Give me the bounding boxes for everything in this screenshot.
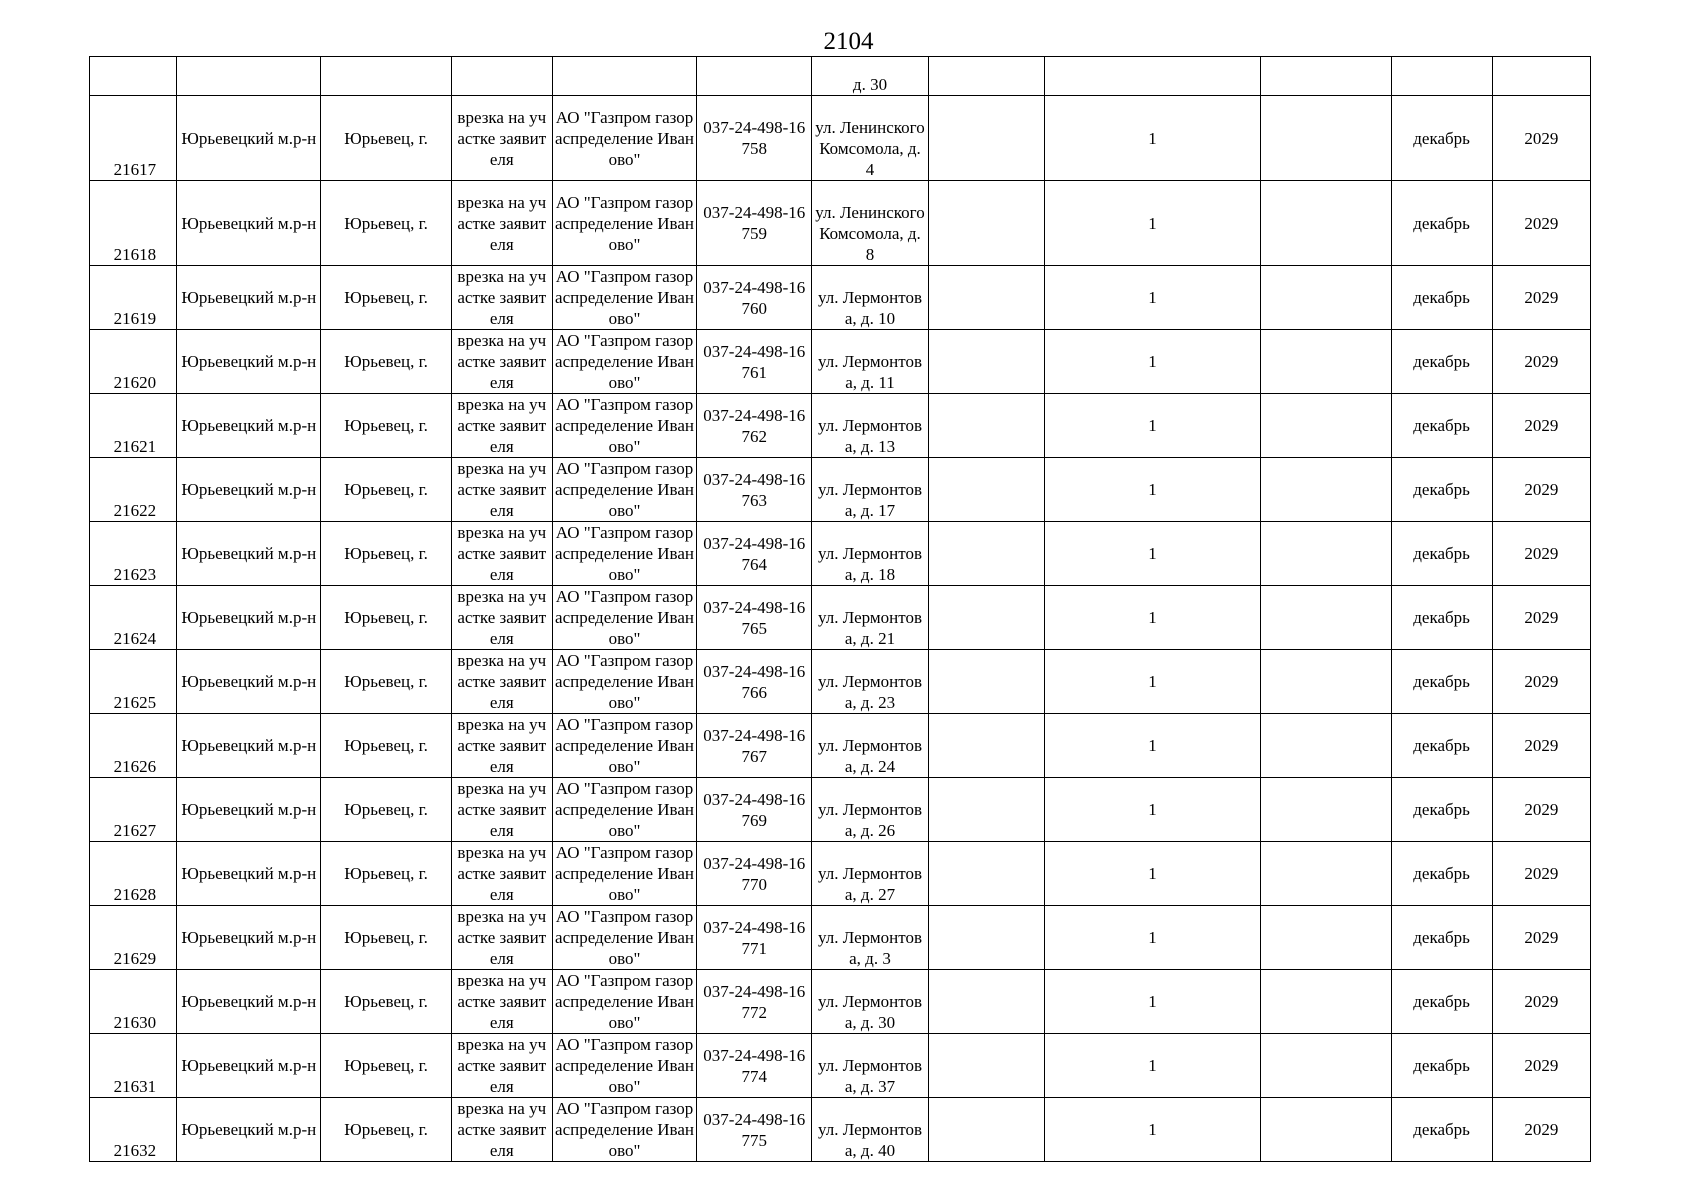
cell-code	[697, 57, 812, 96]
cell-num	[90, 57, 177, 96]
cell-work: врезка на участке заявителя	[451, 458, 552, 522]
cell-num: 21631	[90, 1034, 177, 1098]
cell-qty	[1044, 57, 1260, 96]
cell-district: Юрьевецкий м.р-н	[177, 266, 321, 330]
cell-code: 037-24-498-16758	[697, 96, 812, 181]
cell-org: АО "Газпром газораспределение Иваново"	[552, 842, 696, 906]
cell-empty	[928, 1098, 1044, 1162]
cell-year: 2029	[1492, 1034, 1590, 1098]
cell-month: декабрь	[1391, 842, 1492, 906]
cell-year: 2029	[1492, 714, 1590, 778]
cell-empty	[1261, 266, 1391, 330]
cell-empty	[1261, 96, 1391, 181]
cell-settlement: Юрьевец, г.	[321, 970, 451, 1034]
cell-work: врезка на участке заявителя	[451, 394, 552, 458]
cell-district: Юрьевецкий м.р-н	[177, 1098, 321, 1162]
table-row	[90, 181, 1591, 266]
cell-address: ул. Лермонтова, д. 10	[812, 266, 928, 330]
cell-num: 21628	[90, 842, 177, 906]
cell-year: 2029	[1492, 181, 1590, 266]
cell-org: АО "Газпром газораспределение Иваново"	[552, 714, 696, 778]
cell-num: 21624	[90, 586, 177, 650]
cell-empty	[928, 181, 1044, 266]
cell-address: ул. Лермонтова, д. 18	[812, 522, 928, 586]
cell-org: АО "Газпром газораспределение Иваново"	[552, 458, 696, 522]
cell-settlement: Юрьевец, г.	[321, 522, 451, 586]
table-row	[90, 522, 1591, 586]
cell-code: 037-24-498-16775	[697, 1098, 812, 1162]
cell-work	[451, 57, 552, 96]
cell-empty	[1261, 650, 1391, 714]
cell-empty	[928, 266, 1044, 330]
cell-qty: 1	[1044, 330, 1260, 394]
cell-address: ул. Лермонтова, д. 3	[812, 906, 928, 970]
table-row	[90, 458, 1591, 522]
cell-work: врезка на участке заявителя	[451, 778, 552, 842]
cell-qty: 1	[1044, 394, 1260, 458]
cell-empty	[928, 1034, 1044, 1098]
cell-qty: 1	[1044, 458, 1260, 522]
cell-num: 21618	[90, 181, 177, 266]
cell-work: врезка на участке заявителя	[451, 330, 552, 394]
cell-settlement: Юрьевец, г.	[321, 394, 451, 458]
cell-code: 037-24-498-16760	[697, 266, 812, 330]
cell-district: Юрьевецкий м.р-н	[177, 778, 321, 842]
cell-empty	[1261, 181, 1391, 266]
cell-code: 037-24-498-16764	[697, 522, 812, 586]
cell-address: ул. Лермонтова, д. 13	[812, 394, 928, 458]
cell-code: 037-24-498-16774	[697, 1034, 812, 1098]
cell-work: врезка на участке заявителя	[451, 181, 552, 266]
cell-empty	[928, 96, 1044, 181]
cell-org: АО "Газпром газораспределение Иваново"	[552, 586, 696, 650]
cell-district: Юрьевецкий м.р-н	[177, 714, 321, 778]
cell-work: врезка на участке заявителя	[451, 714, 552, 778]
cell-month: декабрь	[1391, 970, 1492, 1034]
cell-month: декабрь	[1391, 181, 1492, 266]
cell-org: АО "Газпром газораспределение Иваново"	[552, 181, 696, 266]
cell-address: ул. Лермонтова, д. 30	[812, 970, 928, 1034]
cell-num: 21629	[90, 906, 177, 970]
cell-month: декабрь	[1391, 96, 1492, 181]
cell-address: ул. Лермонтова, д. 26	[812, 778, 928, 842]
cell-month: декабрь	[1391, 778, 1492, 842]
table-row	[90, 970, 1591, 1034]
cell-code: 037-24-498-16769	[697, 778, 812, 842]
cell-qty: 1	[1044, 650, 1260, 714]
cell-empty	[928, 586, 1044, 650]
cell-num: 21625	[90, 650, 177, 714]
cell-empty	[928, 330, 1044, 394]
cell-district: Юрьевецкий м.р-н	[177, 842, 321, 906]
table-row	[90, 906, 1591, 970]
cell-empty	[928, 522, 1044, 586]
cell-month: декабрь	[1391, 458, 1492, 522]
register-table	[89, 56, 1591, 1162]
table-row	[90, 1098, 1591, 1162]
cell-num: 21627	[90, 778, 177, 842]
table-row	[90, 96, 1591, 181]
cell-district: Юрьевецкий м.р-н	[177, 650, 321, 714]
cell-work: врезка на участке заявителя	[451, 266, 552, 330]
cell-empty	[928, 906, 1044, 970]
cell-settlement: Юрьевец, г.	[321, 906, 451, 970]
cell-empty	[1261, 586, 1391, 650]
cell-org: АО "Газпром газораспределение Иваново"	[552, 394, 696, 458]
cell-month: декабрь	[1391, 906, 1492, 970]
cell-settlement: Юрьевец, г.	[321, 181, 451, 266]
cell-org: АО "Газпром газораспределение Иваново"	[552, 970, 696, 1034]
cell-empty	[928, 778, 1044, 842]
cell-work: врезка на участке заявителя	[451, 842, 552, 906]
cell-code: 037-24-498-16761	[697, 330, 812, 394]
cell-year: 2029	[1492, 842, 1590, 906]
cell-work: врезка на участке заявителя	[451, 906, 552, 970]
cell-qty: 1	[1044, 522, 1260, 586]
cell-district: Юрьевецкий м.р-н	[177, 1034, 321, 1098]
cell-code: 037-24-498-16765	[697, 586, 812, 650]
cell-settlement: Юрьевец, г.	[321, 266, 451, 330]
cell-code: 037-24-498-16759	[697, 181, 812, 266]
cell-qty: 1	[1044, 778, 1260, 842]
cell-settlement: Юрьевец, г.	[321, 330, 451, 394]
cell-code: 037-24-498-16762	[697, 394, 812, 458]
cell-empty	[1261, 522, 1391, 586]
cell-month: декабрь	[1391, 714, 1492, 778]
cell-address: ул. Лермонтова, д. 23	[812, 650, 928, 714]
cell-district: Юрьевецкий м.р-н	[177, 458, 321, 522]
cell-district: Юрьевецкий м.р-н	[177, 586, 321, 650]
cell-code: 037-24-498-16771	[697, 906, 812, 970]
cell-code: 037-24-498-16770	[697, 842, 812, 906]
cell-address: ул. Лермонтова, д. 40	[812, 1098, 928, 1162]
cell-year: 2029	[1492, 522, 1590, 586]
cell-empty	[928, 970, 1044, 1034]
cell-settlement: Юрьевец, г.	[321, 714, 451, 778]
cell-settlement: Юрьевец, г.	[321, 842, 451, 906]
cell-empty	[1261, 714, 1391, 778]
cell-address: ул. Лермонтова, д. 27	[812, 842, 928, 906]
cell-district: Юрьевецкий м.р-н	[177, 970, 321, 1034]
cell-year	[1492, 57, 1590, 96]
cell-month: декабрь	[1391, 1034, 1492, 1098]
cell-empty	[1261, 906, 1391, 970]
cell-qty: 1	[1044, 970, 1260, 1034]
cell-empty	[1261, 842, 1391, 906]
cell-empty	[928, 57, 1044, 96]
cell-org: АО "Газпром газораспределение Иваново"	[552, 1098, 696, 1162]
cell-district: Юрьевецкий м.р-н	[177, 181, 321, 266]
cell-org: АО "Газпром газораспределение Иваново"	[552, 906, 696, 970]
cell-org: АО "Газпром газораспределение Иваново"	[552, 1034, 696, 1098]
page-number: 2104	[823, 28, 874, 55]
cell-settlement: Юрьевец, г.	[321, 458, 451, 522]
cell-month: декабрь	[1391, 522, 1492, 586]
cell-settlement: Юрьевец, г.	[321, 586, 451, 650]
cell-empty	[1261, 330, 1391, 394]
cell-settlement: Юрьевец, г.	[321, 1098, 451, 1162]
cell-district: Юрьевецкий м.р-н	[177, 906, 321, 970]
cell-empty	[928, 394, 1044, 458]
cell-settlement: Юрьевец, г.	[321, 1034, 451, 1098]
cell-work: врезка на участке заявителя	[451, 96, 552, 181]
table-row	[90, 330, 1591, 394]
cell-year: 2029	[1492, 650, 1590, 714]
cell-year: 2029	[1492, 394, 1590, 458]
cell-empty	[928, 714, 1044, 778]
cell-year: 2029	[1492, 906, 1590, 970]
cell-num: 21632	[90, 1098, 177, 1162]
cell-empty	[1261, 394, 1391, 458]
cell-work: врезка на участке заявителя	[451, 522, 552, 586]
cell-org	[552, 57, 696, 96]
table-body	[90, 57, 1591, 1162]
table-row	[90, 778, 1591, 842]
cell-year: 2029	[1492, 96, 1590, 181]
cell-org: АО "Газпром газораспределение Иваново"	[552, 96, 696, 181]
cell-district: Юрьевецкий м.р-н	[177, 96, 321, 181]
cell-month: декабрь	[1391, 1098, 1492, 1162]
cell-empty	[1261, 458, 1391, 522]
cell-empty	[1261, 970, 1391, 1034]
cell-org: АО "Газпром газораспределение Иваново"	[552, 650, 696, 714]
cell-address: ул. Лермонтова, д. 24	[812, 714, 928, 778]
cell-empty	[928, 650, 1044, 714]
cell-num: 21621	[90, 394, 177, 458]
table-row	[90, 586, 1591, 650]
cell-num: 21623	[90, 522, 177, 586]
cell-month: декабрь	[1391, 586, 1492, 650]
cell-address: ул. Лермонтова, д. 37	[812, 1034, 928, 1098]
cell-qty: 1	[1044, 586, 1260, 650]
cell-num: 21620	[90, 330, 177, 394]
cell-year: 2029	[1492, 330, 1590, 394]
table-row	[90, 650, 1591, 714]
cell-code: 037-24-498-16767	[697, 714, 812, 778]
cell-address: ул. Ленинского Комсомола, д. 8	[812, 181, 928, 266]
cell-empty	[1261, 1098, 1391, 1162]
cell-org: АО "Газпром газораспределение Иваново"	[552, 266, 696, 330]
cell-address: ул. Лермонтова, д. 21	[812, 586, 928, 650]
cell-address: ул. Лермонтова, д. 11	[812, 330, 928, 394]
cell-code: 037-24-498-16772	[697, 970, 812, 1034]
cell-year: 2029	[1492, 778, 1590, 842]
cell-empty	[928, 458, 1044, 522]
cell-address: д. 30	[812, 57, 928, 96]
cell-settlement	[321, 57, 451, 96]
cell-work: врезка на участке заявителя	[451, 1034, 552, 1098]
cell-num: 21626	[90, 714, 177, 778]
cell-month: декабрь	[1391, 394, 1492, 458]
cell-year: 2029	[1492, 458, 1590, 522]
cell-year: 2029	[1492, 970, 1590, 1034]
cell-qty: 1	[1044, 1098, 1260, 1162]
cell-qty: 1	[1044, 842, 1260, 906]
cell-district: Юрьевецкий м.р-н	[177, 394, 321, 458]
cell-month: декабрь	[1391, 266, 1492, 330]
cell-empty	[1261, 778, 1391, 842]
cell-empty	[1261, 57, 1391, 96]
cell-qty: 1	[1044, 1034, 1260, 1098]
cell-org: АО "Газпром газораспределение Иваново"	[552, 522, 696, 586]
cell-address: ул. Лермонтова, д. 17	[812, 458, 928, 522]
table-row-continued	[90, 57, 1591, 96]
cell-num: 21622	[90, 458, 177, 522]
cell-org: АО "Газпром газораспределение Иваново"	[552, 778, 696, 842]
cell-year: 2029	[1492, 266, 1590, 330]
table-row	[90, 842, 1591, 906]
cell-month	[1391, 57, 1492, 96]
cell-month: декабрь	[1391, 650, 1492, 714]
cell-settlement: Юрьевец, г.	[321, 650, 451, 714]
cell-code: 037-24-498-16763	[697, 458, 812, 522]
cell-work: врезка на участке заявителя	[451, 650, 552, 714]
cell-year: 2029	[1492, 586, 1590, 650]
cell-address: ул. Ленинского Комсомола, д. 4	[812, 96, 928, 181]
table-row	[90, 1034, 1591, 1098]
cell-num: 21619	[90, 266, 177, 330]
cell-settlement: Юрьевец, г.	[321, 778, 451, 842]
cell-qty: 1	[1044, 181, 1260, 266]
cell-work: врезка на участке заявителя	[451, 586, 552, 650]
table-row	[90, 394, 1591, 458]
cell-num: 21630	[90, 970, 177, 1034]
cell-qty: 1	[1044, 266, 1260, 330]
cell-month: декабрь	[1391, 330, 1492, 394]
cell-work: врезка на участке заявителя	[451, 970, 552, 1034]
cell-settlement: Юрьевец, г.	[321, 96, 451, 181]
cell-num: 21617	[90, 96, 177, 181]
cell-qty: 1	[1044, 906, 1260, 970]
cell-district: Юрьевецкий м.р-н	[177, 330, 321, 394]
table-row	[90, 714, 1591, 778]
table-row	[90, 266, 1591, 330]
cell-district	[177, 57, 321, 96]
cell-qty: 1	[1044, 714, 1260, 778]
cell-work: врезка на участке заявителя	[451, 1098, 552, 1162]
cell-empty	[928, 842, 1044, 906]
cell-code: 037-24-498-16766	[697, 650, 812, 714]
cell-district: Юрьевецкий м.р-н	[177, 522, 321, 586]
cell-empty	[1261, 1034, 1391, 1098]
cell-qty: 1	[1044, 96, 1260, 181]
cell-year: 2029	[1492, 1098, 1590, 1162]
cell-org: АО "Газпром газораспределение Иваново"	[552, 330, 696, 394]
